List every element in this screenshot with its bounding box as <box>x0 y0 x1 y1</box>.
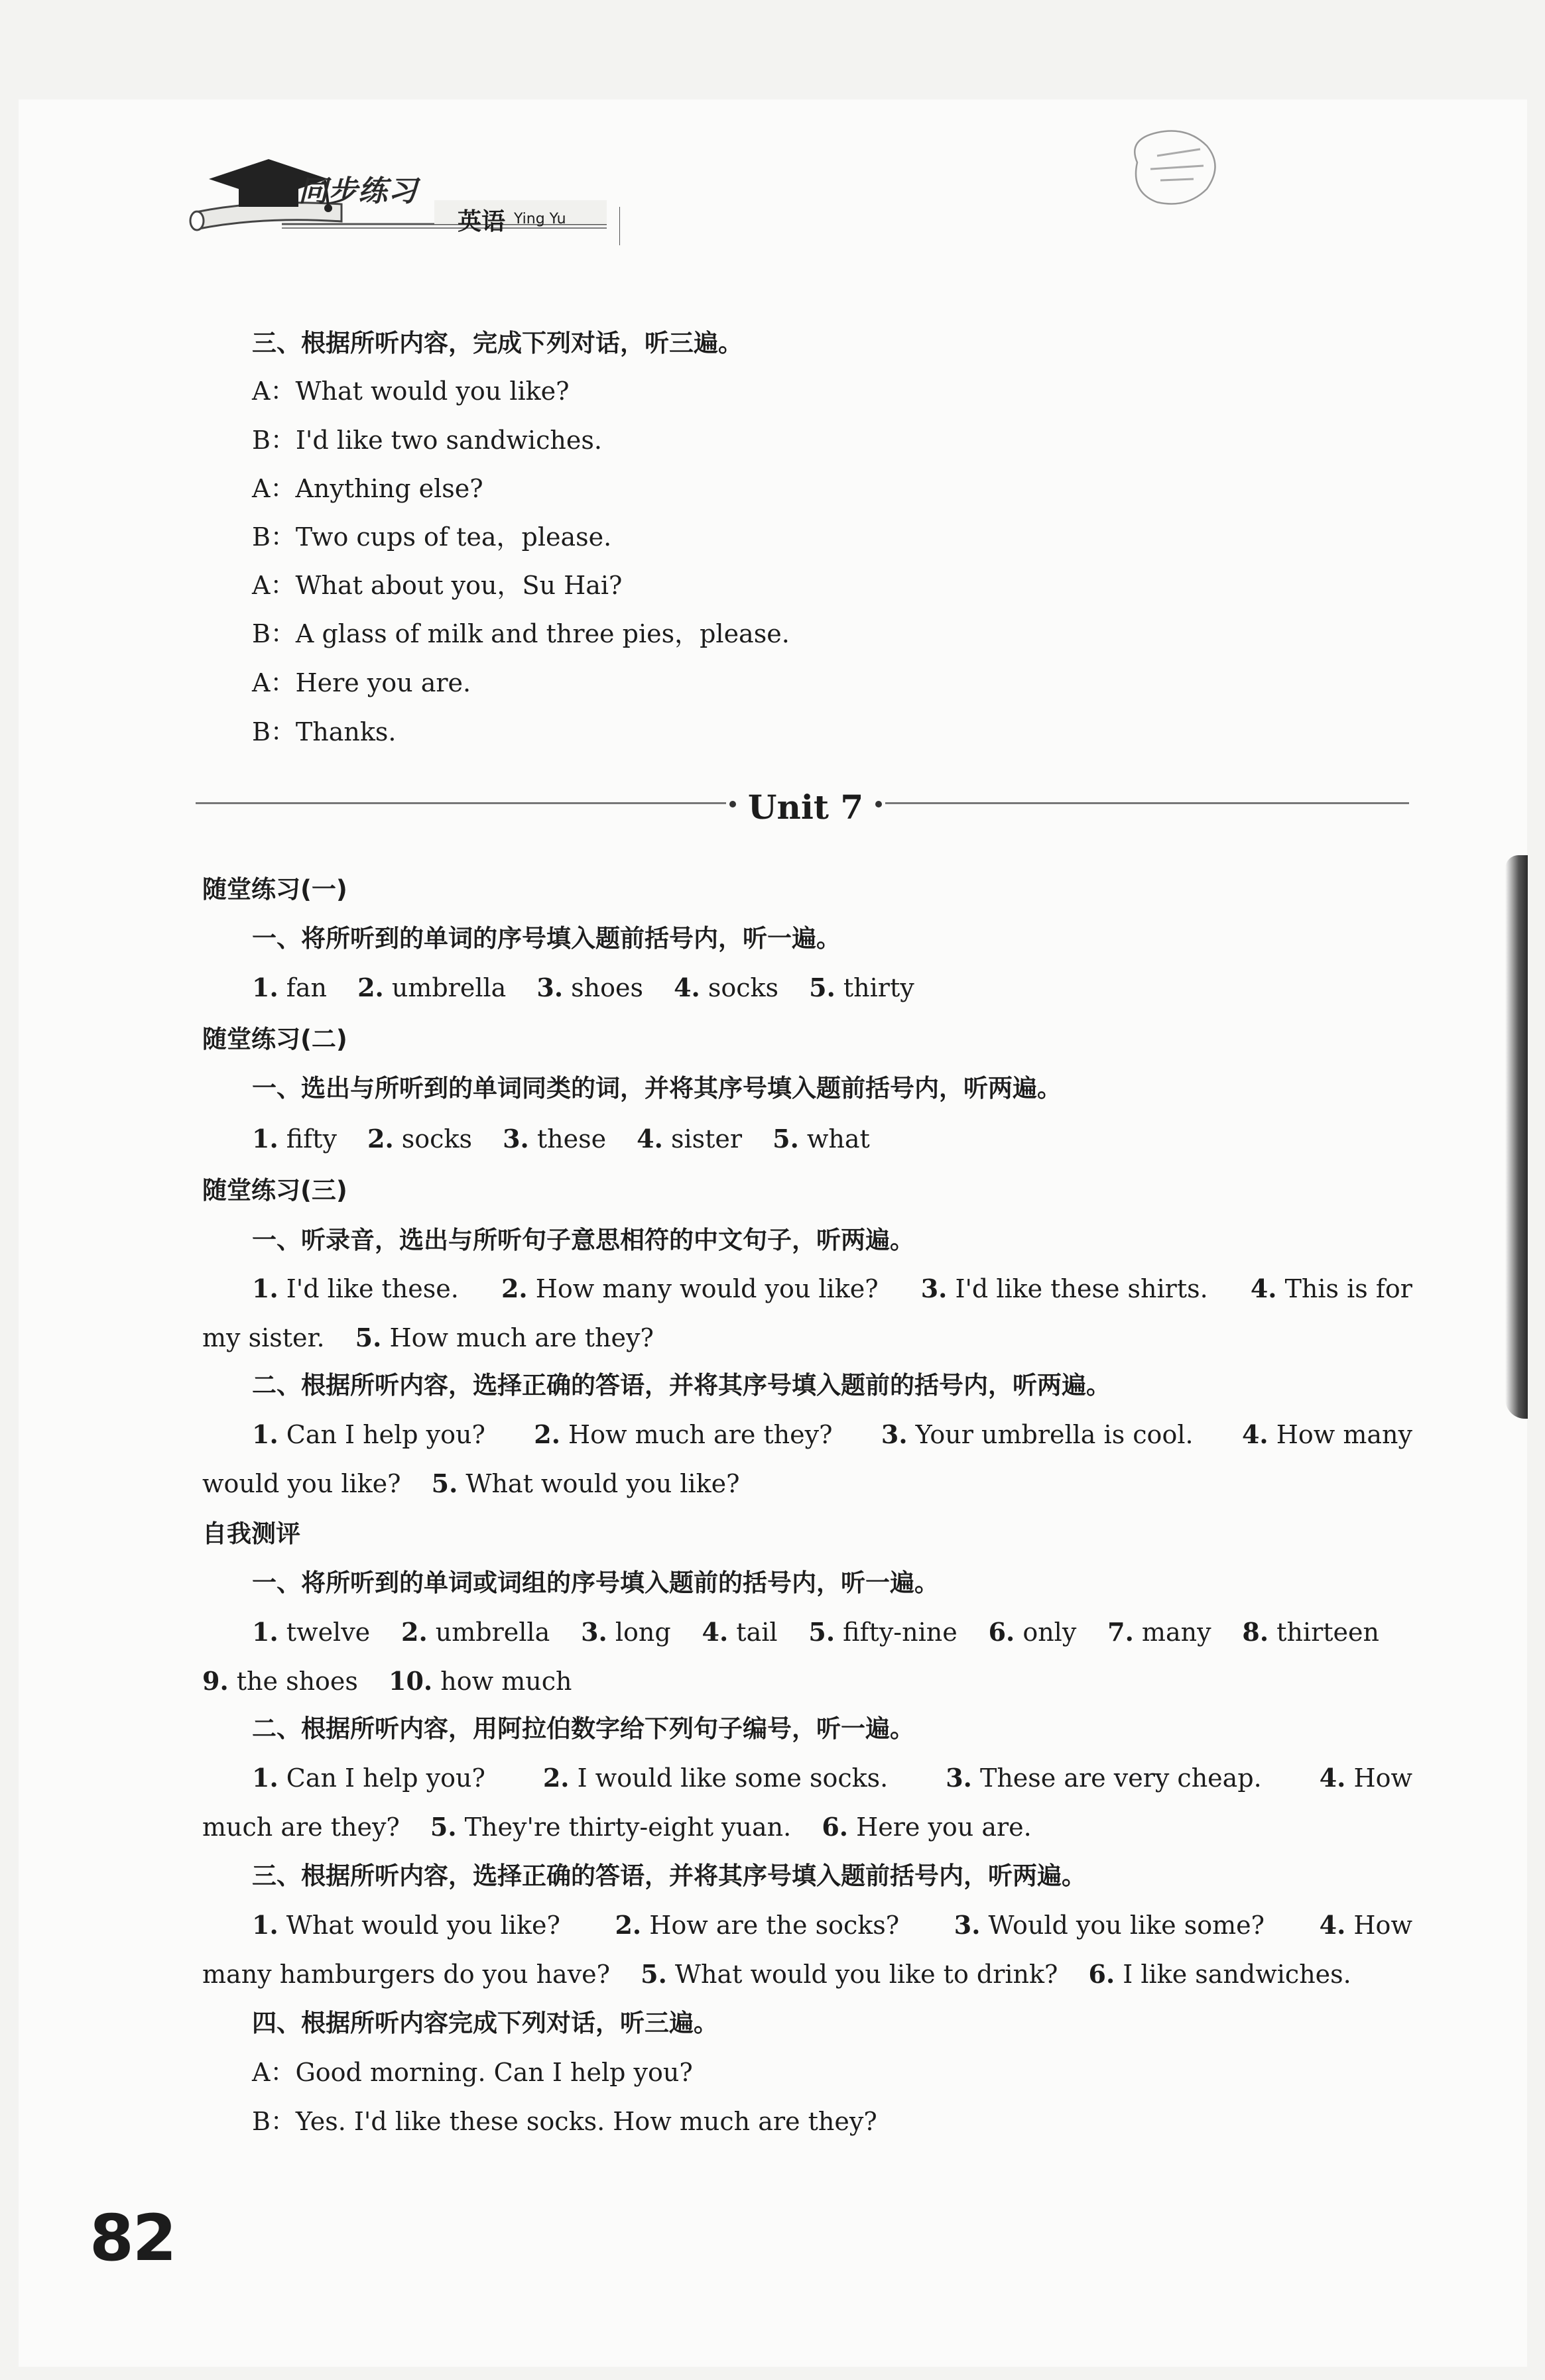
practice-title: 随堂练习(一) <box>202 875 347 904</box>
question-heading: 一、将所听到的单词或词组的序号填入题前的括号内，听一遍。 <box>252 1569 939 1597</box>
book-header <box>182 152 620 252</box>
subject-pinyin: Ying Yu <box>514 211 566 227</box>
practice-title: 随堂练习(三) <box>202 1176 347 1205</box>
dialogue-line: A：What would you like? <box>252 377 570 406</box>
answer-row: 1. What would you like? 2. How are the socks? 3. Would you like some? 4. How <box>252 1910 1412 1940</box>
unit-divider-left <box>196 802 726 804</box>
answer-row: 9. the shoes 10. how much <box>202 1666 572 1696</box>
practice-title: 随堂练习(二) <box>202 1025 347 1053</box>
question-heading: 三、根据所听内容，选择正确的答语，并将其序号填入题前括号内，听两遍。 <box>252 1862 1086 1890</box>
stamp-logo-icon <box>1121 126 1227 215</box>
unit-divider-right <box>885 802 1409 804</box>
question-heading: 二、根据所听内容，用阿拉伯数字给下列句子编号，听一遍。 <box>252 1714 914 1743</box>
unit-title: Unit 7 <box>747 788 864 827</box>
question-heading: 二、根据所听内容，选择正确的答语，并将其序号填入题前的括号内，听两遍。 <box>252 1371 1111 1399</box>
answer-row: 1. Can I help you? 2. How much are they? 3. Your umbrella is cool. 4. How many <box>252 1419 1412 1449</box>
dialogue-line: B：A glass of milk and three pies，please. <box>252 619 790 648</box>
dialogue-line: B：Two cups of tea，please. <box>252 522 612 552</box>
dialogue-line: A：Here you are. <box>252 668 471 697</box>
answer-row: my sister. 5. How much are they? <box>202 1323 654 1352</box>
answer-row: 1. I'd like these. 2. How many would you like? 3. I'd like these shirts. 4. This is for <box>252 1274 1412 1303</box>
dialogue-line: A：What about you，Su Hai? <box>252 571 623 600</box>
answer-row: many hamburgers do you have? 5. What would you like to drink? 6. I like sandwiches. <box>202 1959 1351 1989</box>
practice-title: 自我测评 <box>202 1519 300 1548</box>
answer-row: 1. Can I help you? 2. I would like some socks. 3. These are very cheap. 4. How <box>252 1763 1412 1793</box>
dialogue-line: B：Yes. I'd like these socks. How much are they? <box>252 2107 877 2136</box>
unit-dot-right <box>875 801 882 807</box>
page-number: 82 <box>90 2201 176 2275</box>
page-edge-shadow <box>1505 855 1528 1419</box>
question-heading: 一、选出与所听到的单词同类的词，并将其序号填入题前括号内，听两遍。 <box>252 1074 1062 1102</box>
answer-row: much are they? 5. They're thirty-eight yuan. 6. Here you are. <box>202 1812 1032 1842</box>
answer-row: would you like? 5. What would you like? <box>202 1468 740 1498</box>
series-title: 同步练习 <box>298 174 418 208</box>
dialogue-line: B：Thanks. <box>252 717 397 746</box>
subject-label: 英语 <box>458 208 506 235</box>
answer-row: 1. fifty 2. socks 3. these 4. sister 5. what <box>252 1124 870 1154</box>
question-heading: 一、听录音，选出与所听句子意思相符的中文句子，听两遍。 <box>252 1226 914 1254</box>
question-heading: 四、根据所听内容完成下列对话，听三遍。 <box>252 2009 718 2037</box>
dialogue-line: A：Anything else? <box>252 474 483 503</box>
answer-row: 1. fan 2. umbrella 3. shoes 4. socks 5. thirty <box>252 973 914 1002</box>
answer-row: 1. twelve 2. umbrella 3. long 4. tail 5. fifty-nine 6. only 7. many 8. thirteen <box>252 1617 1379 1647</box>
dialogue-line: A：Good morning. Can I help you? <box>252 2058 693 2087</box>
section-heading: 三、根据所听内容，完成下列对话，听三遍。 <box>252 329 743 357</box>
dialogue-line: B：I'd like two sandwiches. <box>252 426 602 455</box>
question-heading: 一、将所听到的单词的序号填入题前括号内，听一遍。 <box>252 924 841 953</box>
